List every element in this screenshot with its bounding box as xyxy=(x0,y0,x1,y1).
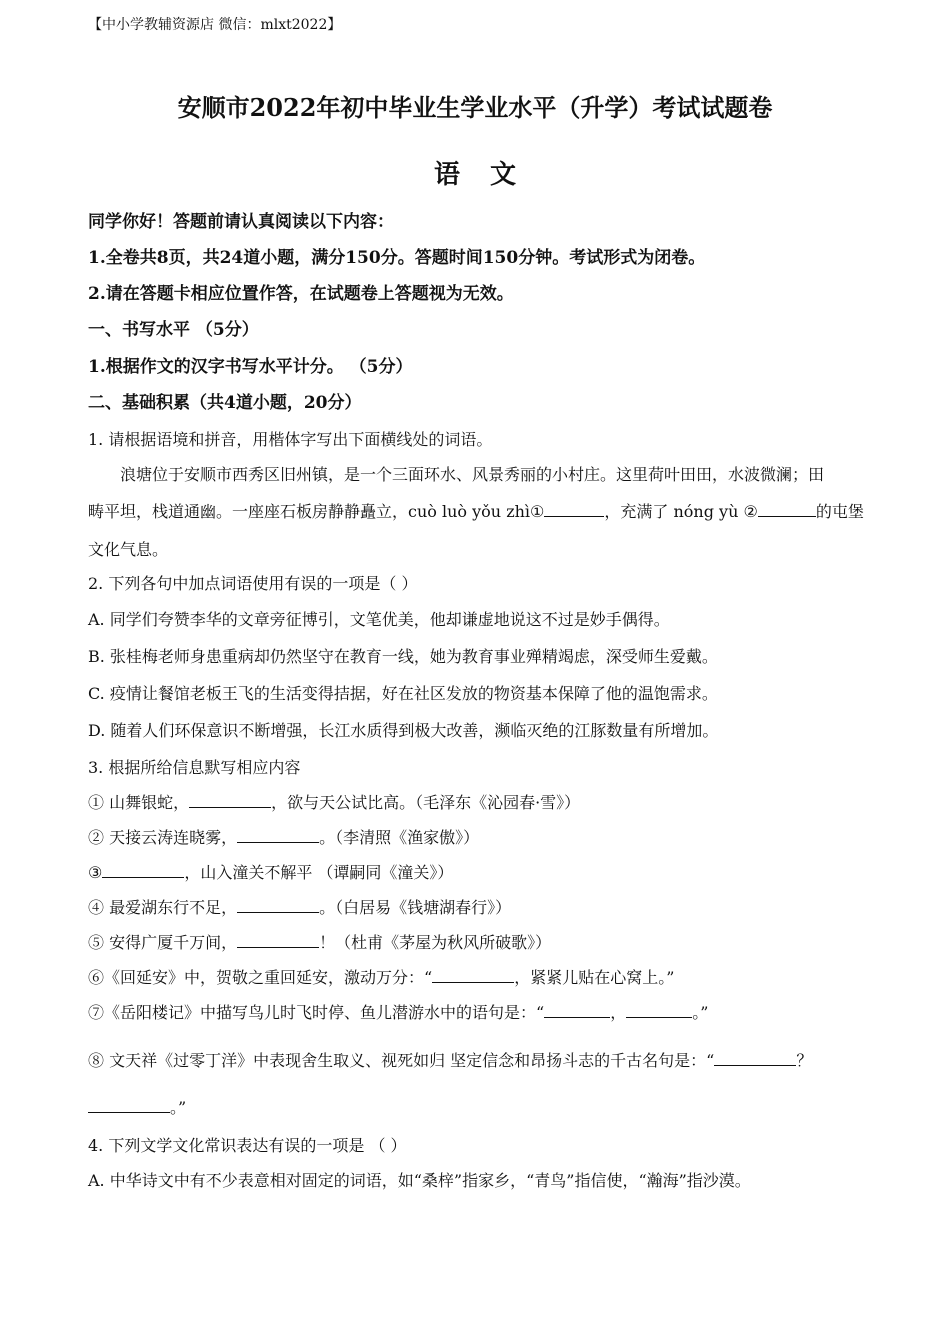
q3-stem: 3. 根据所给信息默写相应内容 xyxy=(88,758,301,777)
blank-line xyxy=(544,1001,610,1018)
q3-segment: ② 天接云涛连晓雾， xyxy=(88,828,238,847)
q1-passage-line-1: 浪塘位于安顺市西秀区旧州镇，是一个三面环水、风景秀丽的小村庄。这里荷叶田田，水波微澜；田 xyxy=(120,465,825,484)
q3-segment: ⑦《岳阳楼记》中描写鸟儿时飞时停、鱼儿潜游水中的语句是：“ xyxy=(88,1003,545,1022)
q1-passage-line-3: 文化气息。 xyxy=(88,540,169,559)
q2-stem: 2. 下列各句中加点词语使用有误的一项是（ ） xyxy=(88,574,418,593)
q1-stem: 1. 请根据语境和拼音，用楷体字写出下面横线处的词语。 xyxy=(88,430,493,449)
q4-option-a: A. 中华诗文中有不少表意相对固定的词语，如“桑梓”指家乡，“青鸟”指信使，“瀚海”指沙漠。 xyxy=(88,1171,751,1190)
q3-segment: ③ xyxy=(88,863,103,882)
q3-segment: ④ 最爱湖东行不足， xyxy=(88,898,238,917)
q3-item-5 xyxy=(88,931,863,955)
q3-segment: ① 山舞银蛇， xyxy=(88,793,190,812)
blank-line xyxy=(237,826,319,843)
q3-segment: ⑤ 安得广厦千万间， xyxy=(88,933,238,952)
q3-segment: ⑧ 文天祥《过零丁洋》中表现舍生取义、视死如归 坚定信念和昂扬斗志的千古名句是：“ xyxy=(88,1051,715,1070)
blank-line xyxy=(758,500,816,517)
q3-segment: 。” xyxy=(170,1098,187,1117)
section-1-question-1: 1.根据作文的汉字书写水平计分。 （5分） xyxy=(88,357,413,377)
q1-passage-segment: 畴平坦，栈道通幽。一座座石板房静静矗立，cuò luò yǒu zhì① xyxy=(88,502,545,521)
q2-option-b: B. 张桂梅老师身患重病却仍然坚守在教育一线，她为教育事业殚精竭虑，深受师生爱戴。 xyxy=(88,647,718,666)
section-2-heading: 二、基础积累（共4道小题，20分） xyxy=(88,393,362,413)
q3-segment: 。（李清照《渔家傲》） xyxy=(319,828,480,847)
q3-item-8 xyxy=(88,1049,863,1073)
blank-line xyxy=(544,500,604,517)
q1-passage-segment: ，充满了 nóng yù ② xyxy=(604,502,758,521)
q3-segment: ，欲与天公试比高。（毛泽东《沁园春·雪》） xyxy=(271,793,581,812)
instructions-item-1: 1.全卷共8页，共24道小题，满分150分。答题时间150分钟。考试形式为闭卷。 xyxy=(88,248,706,268)
q3-segment: ⑥《回延安》中，贺敬之重回延安，激动万分：“ xyxy=(88,968,433,987)
q2-option-c: C. 疫情让餐馆老板王飞的生活变得拮据，好在社区发放的物资基本保障了他的温饱需求。 xyxy=(88,684,718,703)
q4-stem: 4. 下列文学文化常识表达有误的一项是 （ ） xyxy=(88,1136,407,1155)
blank-line xyxy=(626,1001,692,1018)
q3-segment: 。” xyxy=(692,1003,709,1022)
q3-segment: ，山入潼关不解平 （谭嗣同《潼关》） xyxy=(184,863,454,882)
q3-segment: ， xyxy=(610,1003,627,1022)
section-1-heading: 一、书写水平 （5分） xyxy=(88,320,259,340)
blank-line xyxy=(432,966,514,983)
instructions-item-2: 2.请在答题卡相应位置作答，在试题卷上答题视为无效。 xyxy=(88,284,514,304)
q3-segment: 。（白居易《钱塘湖春行》） xyxy=(319,898,512,917)
subject-title: 语文 xyxy=(433,160,546,190)
blank-line xyxy=(237,931,319,948)
q3-item-4 xyxy=(88,896,863,920)
q1-passage-line-2 xyxy=(88,500,863,524)
q3-item-6 xyxy=(88,966,863,990)
q3-segment: ！（杜甫《茅屋为秋风所破歌》） xyxy=(319,933,552,952)
blank-line xyxy=(88,1096,170,1113)
q3-item-8-continued xyxy=(88,1096,863,1120)
blank-line xyxy=(714,1049,796,1066)
blank-line xyxy=(237,896,319,913)
q3-item-7 xyxy=(88,1001,863,1025)
q3-segment: ？ xyxy=(796,1051,813,1070)
q3-item-2 xyxy=(88,826,863,850)
q3-item-3 xyxy=(88,861,863,885)
blank-line xyxy=(189,791,271,808)
blank-line xyxy=(102,861,184,878)
q2-option-a: A. 同学们夸赞李华的文章旁征博引，文笔优美，他却谦虚地说这不过是妙手偶得。 xyxy=(88,610,670,629)
exam-title: 安顺市2022年初中毕业生学业水平（升学）考试试题卷 xyxy=(177,93,773,122)
q1-passage-segment: 的屯堡 xyxy=(815,502,864,521)
header-note: 【中小学教辅资源店 微信：mlxt2022】 xyxy=(88,17,342,33)
q3-item-1 xyxy=(88,791,863,815)
q3-segment: ，紧紧儿贴在心窝上。” xyxy=(514,968,675,987)
q2-option-d: D. 随着人们环保意识不断增强，长江水质得到极大改善，濒临灭绝的江豚数量有所增加。 xyxy=(88,721,719,740)
instructions-greeting: 同学你好！答题前请认真阅读以下内容： xyxy=(88,212,394,232)
